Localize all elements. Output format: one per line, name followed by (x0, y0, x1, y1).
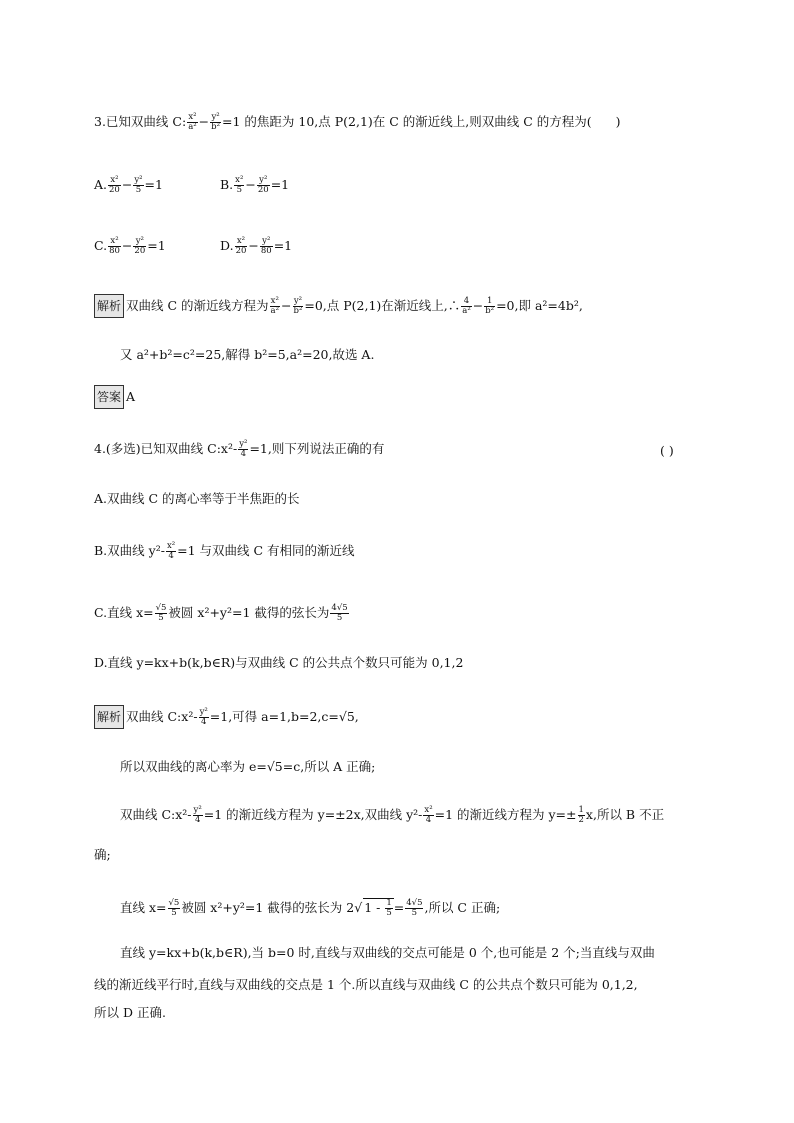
q3-analysis-text-2: =0,点 P(2,1)在渐近线上,∴ (304, 298, 461, 313)
frac-den: 5 (411, 908, 418, 918)
q4-option-c-text-2: 被圆 x²+y²=1 截得的弦长为 (168, 605, 330, 620)
q3-option-b: B. $\frac{\text{x²}}{5}$ − $\frac{\text{y²}}{20}$ =1 (220, 175, 290, 195)
analysis-tag: 解析 (94, 705, 124, 729)
frac-den: b² (293, 306, 303, 316)
frac-num: y² (293, 296, 303, 306)
q4-an3-text-2: =1 的渐近线方程为 y=±2x,双曲线 y²- (203, 807, 423, 822)
fraction (155, 604, 168, 623)
frac-den: 5 (336, 613, 343, 623)
frac-num: 4 (461, 297, 471, 307)
frac-num: x² (235, 175, 244, 185)
frac-den: 4 (200, 717, 207, 727)
option-label: D. (220, 238, 234, 253)
frac-num: 4√5 (406, 898, 423, 908)
q3-stem-text-1: 3.已知双曲线 C: (94, 114, 187, 129)
fraction (405, 899, 423, 918)
q3-stem-text-3: ) (615, 114, 621, 129)
q4-option-d: D.直线 y=kx+b(k,b∈R)与双曲线 C 的公共点个数只可能为 0,1,2 (94, 655, 464, 670)
frac-num: y² (133, 237, 146, 247)
fraction (578, 806, 585, 825)
q4-an3-text-3: =1 的渐近线方程为 y=± (434, 807, 577, 822)
q4-analysis-line6: 线的渐近线平行时,直线与双曲线的交点是 1 个.所以直线与双曲线 C 的公共点个数只可能为 0,1,2, (94, 977, 638, 992)
fraction (484, 297, 495, 316)
frac-den: 5 (135, 185, 142, 195)
fraction (108, 237, 121, 256)
fraction (133, 176, 143, 195)
q3-analysis-text-3: =0,即 a²=4b², (496, 298, 583, 313)
frac-num: x² (166, 541, 176, 551)
fraction (193, 806, 203, 825)
q3-stem: 3.已知双曲线 C: $\frac{\text{x²}}{\text{a²}}$ − $\frac{\text{y²}}{\text{b²}}$ =1 的焦距为 10,点 P(2,1)在 C 的渐近线上,则双曲线 C 的方程为( ) (94, 112, 621, 132)
q4-option-b (94, 542, 355, 561)
frac-den: b² (485, 306, 495, 316)
q4-an4-text-4: = (393, 900, 405, 915)
q4-analysis-line5: 直线 y=kx+b(k,b∈R),当 b=0 时,直线与双曲线的交点可能是 0 个,也可能是 2 个;当直线与双曲 (120, 945, 655, 960)
option-label: A. (94, 177, 108, 192)
frac-num: x² (108, 176, 121, 186)
frac-num: x² (188, 112, 197, 122)
q4-analysis-line3b: 确; (94, 847, 111, 862)
option-label: B. (220, 177, 234, 192)
frac-num: y² (239, 439, 248, 449)
frac-den: b² (211, 122, 221, 132)
fraction (257, 176, 270, 195)
frac-num: y² (134, 175, 143, 185)
frac-den: 4 (425, 815, 432, 825)
frac-den: a² (188, 122, 197, 132)
fraction (166, 542, 176, 561)
fraction (199, 708, 209, 727)
frac-den: 4 (240, 449, 247, 459)
q4-an4-text-3: 1 - (364, 900, 385, 915)
fraction (385, 899, 392, 918)
q4-stem-text-2: =1,则下列说法正确的有 (249, 441, 385, 456)
frac-num: √5 (168, 898, 180, 908)
q4-analysis-text-1: 双曲线 C:x²- (126, 709, 198, 724)
q3-option-a: A. $\frac{\text{x²}}{20}$ − $\frac{\text{y²}}{5}$ =1 (94, 175, 163, 195)
q4-stem-text-1: 4.(多选)已知双曲线 C:x²- (94, 441, 238, 456)
fraction (270, 297, 280, 316)
q4-option-c (94, 604, 350, 623)
frac-num: x² (270, 296, 279, 306)
answer-value: A (126, 389, 136, 404)
fraction (187, 113, 197, 132)
frac-den: 20 (235, 246, 247, 256)
frac-num: x² (108, 237, 121, 247)
option-label: C. (94, 238, 108, 253)
frac-den: 5 (386, 908, 392, 918)
fraction (235, 237, 248, 256)
frac-den: 20 (134, 246, 146, 256)
q3-option-c: C. $\frac{\text{x²}}{80}$ − $\frac{\text{y²}}{20}$ =1 (94, 236, 166, 256)
frac-den: 20 (109, 185, 120, 195)
frac-num: y² (193, 805, 202, 815)
fraction (108, 176, 121, 195)
q4-answer-paren: ( ) (660, 443, 674, 458)
q4-analysis-line4 (120, 898, 500, 918)
q4-an4-text-1: 直线 x= (120, 900, 167, 915)
fraction (238, 440, 248, 459)
q4-analysis-line3 (120, 806, 664, 825)
frac-num: y² (260, 237, 273, 247)
frac-num: x² (424, 805, 433, 815)
fraction (210, 113, 221, 132)
q4-option-a: A.双曲线 C 的离心率等于半焦距的长 (94, 491, 300, 506)
q4-analysis-text-2: =1,可得 a=1,b=2,c=√5, (209, 709, 359, 724)
frac-num: y² (257, 176, 270, 186)
frac-den: 5 (158, 613, 164, 623)
radical-sign: √ (354, 900, 363, 915)
q4-analysis (94, 704, 359, 730)
q4-stem (94, 440, 384, 459)
frac-den: 5 (171, 908, 177, 918)
frac-num: 4√5 (331, 603, 348, 613)
frac-den: 2 (578, 815, 584, 825)
fraction (461, 297, 471, 316)
q4-option-c-text-1: C.直线 x= (94, 605, 154, 620)
fraction (133, 237, 146, 256)
frac-num: y² (211, 112, 220, 122)
frac-num: 1 (386, 898, 392, 908)
q3-analysis-line2: 又 a²+b²=c²=25,解得 b²=5,a²=20,故选 A. (120, 347, 375, 362)
frac-den: a² (270, 306, 280, 316)
q4-an4-text-2: 被圆 x²+y²=1 截得的弦长为 2 (181, 900, 355, 915)
fraction (423, 806, 433, 825)
q4-option-b-text-1: B.双曲线 y²- (94, 543, 165, 558)
frac-den: 4 (168, 551, 174, 561)
frac-den: 20 (257, 185, 269, 195)
answer-tag: 答案 (94, 385, 124, 409)
radicand (363, 898, 394, 918)
fraction (293, 297, 304, 316)
frac-num: 1 (484, 297, 495, 307)
q3-option-d: D. $\frac{\text{x²}}{20}$ − $\frac{\text{y²}}{80}$ =1 (220, 236, 293, 256)
frac-den: 80 (109, 246, 120, 256)
frac-den: a² (462, 306, 471, 316)
frac-num: 1 (578, 805, 584, 815)
fraction (168, 899, 181, 918)
q3-analysis-text-1: 双曲线 C 的渐近线方程为 (126, 298, 269, 313)
q3-stem-text-2: =1 的焦距为 10,点 P(2,1)在 C 的渐近线上,则双曲线 C 的方程为( (222, 114, 592, 129)
fraction (260, 237, 273, 256)
frac-num: √5 (155, 603, 167, 613)
q4-an4-text-5: ,所以 C 正确; (424, 900, 501, 915)
q4-analysis-line2: 所以双曲线的离心率为 e=√5=c,所以 A 正确; (120, 759, 376, 774)
analysis-tag: 解析 (94, 294, 124, 318)
fraction (330, 604, 348, 623)
q4-analysis-line7: 所以 D 正确. (94, 1005, 166, 1020)
q4-an3-text-4: x,所以 B 不正 (585, 807, 665, 822)
frac-num: x² (235, 237, 248, 247)
q4-an3-text-1: 双曲线 C:x²- (120, 807, 192, 822)
q3-analysis: 解析 双曲线 C 的渐近线方程为 $\frac{\text{x²}}{\text{a²}}$ − $\frac{\text{y²}}{\text{b²}}$ =0,点 P(2,1)在渐近线上,∴ $\frac{4}{\text{a²}}$ − $\frac{1}{\text{b²}}$ =0,即 a²=4b², (94, 293, 583, 319)
fraction (234, 176, 244, 195)
q3-answer (94, 385, 135, 409)
frac-den: 80 (260, 246, 272, 256)
frac-den: 4 (194, 815, 201, 825)
q4-option-b-text-2: =1 与双曲线 C 有相同的渐近线 (177, 543, 355, 558)
frac-den: 5 (236, 185, 242, 195)
frac-num: y² (199, 707, 208, 717)
